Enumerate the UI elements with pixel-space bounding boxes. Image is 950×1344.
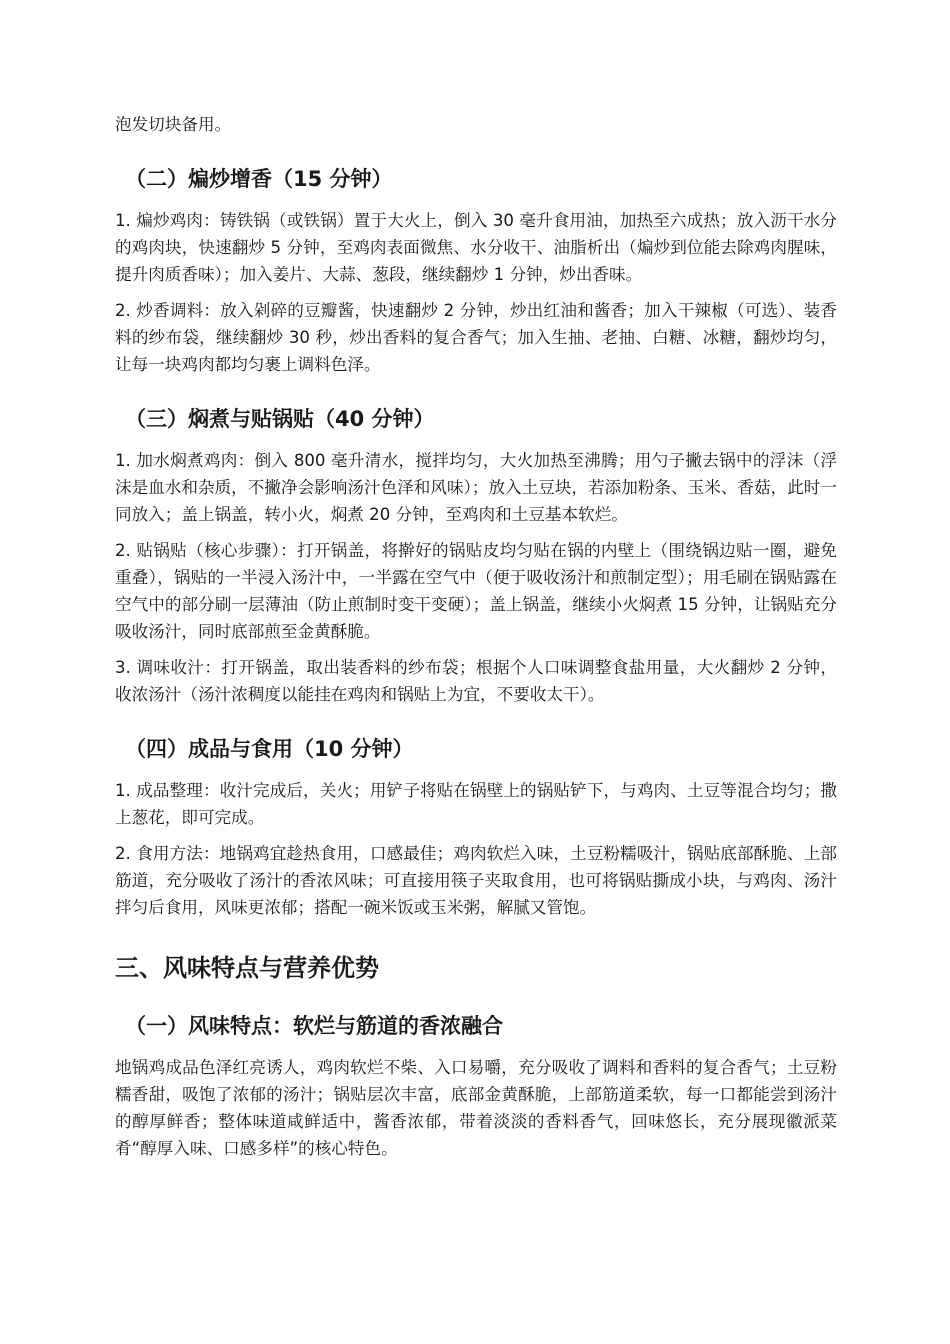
paragraph-part-3-1: 地锅鸡成品色泽红亮诱人，鸡肉软烂不柴、入口易嚼，充分吸收了调料和香料的复合香气；土豆粉糯香甜，吸饱了浓郁的汤汁；锅贴层次丰富，底部金黄酥脆，上部筋道柔软，每一口都能尝到汤汁的醇厚鲜香；整体味道咸鲜适中，酱香浓郁，带着淡淡的香料香气，回味悠长，充分展现徽派菜肴“醇厚入味、口感多样”的核心特色。	[115, 1058, 837, 1158]
intro-fragment: 泡发切块备用。	[115, 115, 232, 134]
document-content	[115, 111, 837, 1162]
heading-part-3-sub-1: （一）风味特点：软烂与筋道的香浓融合	[125, 1014, 503, 1038]
heading-section-4: （四）成品与食用（10 分钟）	[125, 737, 414, 761]
paragraph-4-1: 1. 成品整理：收汁完成后，关火；用铲子将贴在锅壁上的锅贴铲下，与鸡肉、土豆等混合均匀；撒上葱花，即可完成。	[115, 781, 837, 827]
heading-section-2: （二）煸炒增香（15 分钟）	[125, 167, 393, 191]
heading-section-3: （三）焖煮与贴锅贴（40 分钟）	[125, 407, 435, 431]
paragraph-3-2: 2. 贴锅贴（核心步骤）：打开锅盖，将擀好的锅贴皮均匀贴在锅的内壁上（围绕锅边贴一圈，避免重叠），锅贴的一半浸入汤汁中，一半露在空气中（便于吸收汤汁和煎制定型）；用毛刷在锅贴露在空气中的部分刷一层薄油（防止煎制时变干变硬）；盖上锅盖，继续小火焖煮 15 分钟，让锅贴充分吸收汤汁，同时底部煎至金黄酥脆。	[115, 541, 837, 641]
paragraph-2-1: 1. 煸炒鸡肉：铸铁锅（或铁锅）置于大火上，倒入 30 毫升食用油，加热至六成热；放入沥干水分的鸡肉块，快速翻炒 5 分钟，至鸡肉表面微焦、水分收干、油脂析出（煸炒到位能去除鸡肉腥味，提升肉质香味）；加入姜片、大蒜、葱段，继续翻炒 1 分钟，炒出香味。	[115, 211, 837, 284]
paragraph-2-2: 2. 炒香调料：放入剁碎的豆瓣酱，快速翻炒 2 分钟，炒出红油和酱香；加入干辣椒（可选）、装香料的纱布袋，继续翻炒 30 秒，炒出香料的复合香气；加入生抽、老抽、白糖、冰糖，翻炒均匀，让每一块鸡肉都均匀裹上调料色泽。	[115, 301, 837, 374]
heading-part-3: 三、风味特点与营养优势	[115, 954, 379, 982]
paragraph-4-2: 2. 食用方法：地锅鸡宜趁热食用，口感最佳；鸡肉软烂入味，土豆粉糯吸汁，锅贴底部酥脆、上部筋道，充分吸收了汤汁的香浓风味；可直接用筷子夹取食用，也可将锅贴撕成小块，与鸡肉、汤汁拌匀后食用，风味更浓郁；搭配一碗米饭或玉米粥，解腻又管饱。	[115, 844, 837, 917]
paragraph-3-1: 1. 加水焖煮鸡肉：倒入 800 毫升清水，搅拌均匀，大火加热至沸腾；用勺子撇去锅中的浮沫（浮沫是血水和杂质，不撇净会影响汤汁色泽和风味）；放入土豆块，若添加粉条、玉米、香菇，此时一同放入；盖上锅盖，转小火，焖煮 20 分钟，至鸡肉和土豆基本软烂。	[115, 451, 837, 524]
paragraph-3-3: 3. 调味收汁：打开锅盖，取出装香料的纱布袋；根据个人口味调整食盐用量，大火翻炒 2 分钟，收浓汤汁（汤汁浓稠度以能挂在鸡肉和锅贴上为宜，不要收太干）。	[115, 658, 837, 704]
